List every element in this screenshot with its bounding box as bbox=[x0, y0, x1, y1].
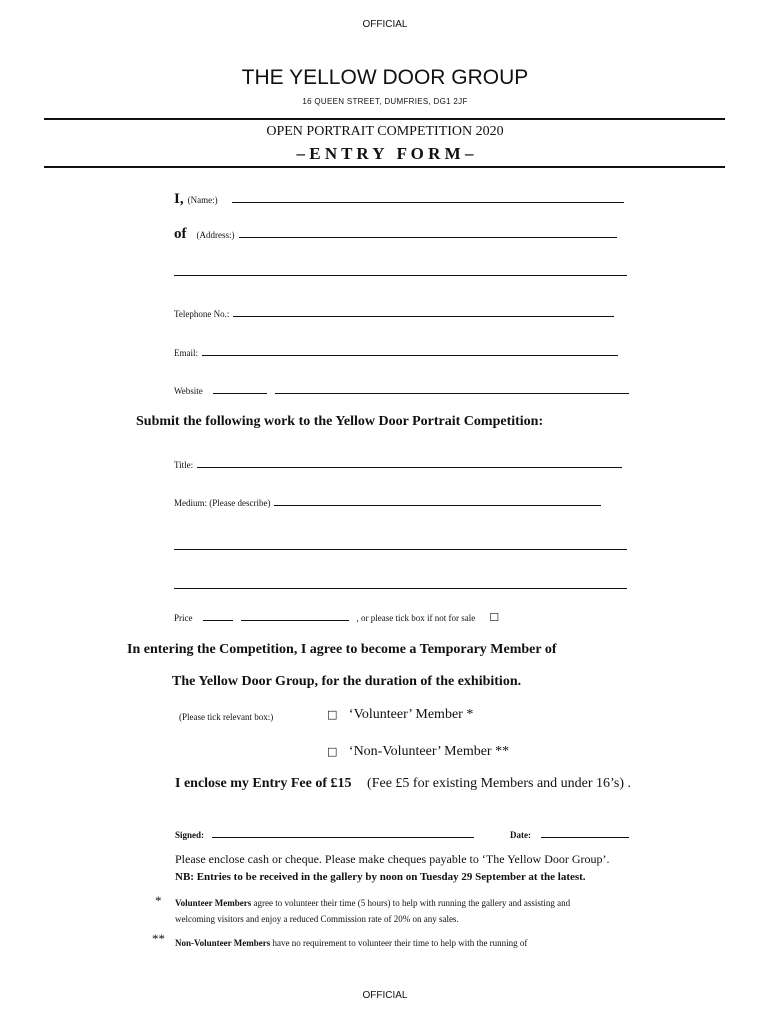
header-rule-top bbox=[44, 118, 725, 120]
date-input-line[interactable] bbox=[541, 836, 629, 838]
medium-input-line-2[interactable] bbox=[174, 548, 627, 550]
website-input-line-b[interactable] bbox=[275, 392, 629, 394]
price-label: Price bbox=[174, 613, 193, 623]
non-volunteer-footnote-text: have no requirement to volunteer their time to help with the running of bbox=[270, 938, 528, 948]
non-volunteer-footnote-marker: ** bbox=[152, 931, 165, 946]
non-volunteer-footnote-term: Non-Volunteer Members bbox=[175, 938, 271, 948]
website-input-line-a[interactable] bbox=[213, 392, 267, 394]
header-rule-bottom bbox=[44, 166, 725, 168]
bottom-classification: OFFICIAL bbox=[362, 990, 408, 1001]
medium-label: Medium: (Please describe) bbox=[174, 498, 271, 508]
volunteer-footnote-marker: * bbox=[155, 893, 162, 908]
medium-row bbox=[174, 493, 601, 511]
volunteer-footnote-term: Volunteer Members bbox=[175, 898, 252, 908]
volunteer-option[interactable] bbox=[327, 707, 473, 723]
not-for-sale-checkbox[interactable]: ☐ bbox=[489, 611, 500, 624]
name-row bbox=[174, 190, 624, 208]
signature-input-line[interactable] bbox=[212, 836, 474, 838]
fee-main: I enclose my Entry Fee of £15 bbox=[175, 776, 352, 791]
membership-line-1: In entering the Competition, I agree to become a Temporary Member of bbox=[127, 642, 557, 657]
membership-line-2: The Yellow Door Group, for the duration of the exhibition. bbox=[172, 674, 522, 689]
volunteer-footnote bbox=[175, 898, 570, 908]
telephone-input-line[interactable] bbox=[233, 315, 614, 317]
address-input-line[interactable] bbox=[239, 236, 617, 238]
website-row bbox=[174, 381, 629, 399]
title-row bbox=[174, 455, 622, 473]
non-volunteer-footnote bbox=[175, 938, 527, 948]
volunteer-footnote-line-2: welcoming visitors and enjoy a reduced Commission rate of 20% on any sales. bbox=[175, 914, 459, 924]
org-address: 16 QUEEN STREET, DUMFRIES, DG1 2JF bbox=[302, 97, 468, 106]
not-for-sale-label: , or please tick box if not for sale bbox=[356, 613, 476, 623]
fee-note: (Fee £5 for existing Members and under 16’s) . bbox=[367, 776, 632, 791]
non-volunteer-option[interactable] bbox=[327, 744, 509, 760]
of-label: of bbox=[174, 226, 187, 242]
work-title-input-line[interactable] bbox=[197, 466, 622, 468]
email-label: Email: bbox=[174, 348, 198, 358]
volunteer-checkbox[interactable]: □ bbox=[327, 708, 338, 721]
name-label: (Name:) bbox=[187, 195, 218, 205]
deadline-note: NB: Entries to be received in the gallery by noon on Tuesday 29 September at the latest. bbox=[175, 871, 586, 883]
address-input-line-2[interactable] bbox=[174, 274, 627, 276]
work-title-label: Title: bbox=[174, 460, 194, 470]
i-label: I, bbox=[174, 191, 184, 207]
signed-label: Signed: bbox=[175, 830, 205, 840]
email-input-line[interactable] bbox=[202, 354, 618, 356]
fee-row bbox=[175, 776, 631, 792]
submission-heading: Submit the following work to the Yellow Door Portrait Competition: bbox=[136, 414, 544, 429]
org-name: THE YELLOW DOOR GROUP bbox=[241, 66, 529, 89]
telephone-row bbox=[174, 304, 614, 322]
volunteer-option-label: ‘Volunteer’ Member * bbox=[348, 707, 474, 722]
address-row bbox=[174, 225, 617, 243]
email-row bbox=[174, 343, 618, 361]
medium-input-line-3[interactable] bbox=[174, 587, 627, 589]
medium-line-3-row bbox=[174, 576, 627, 594]
tick-instruction: (Please tick relevant box:) bbox=[179, 712, 274, 722]
volunteer-footnote-text: agree to volunteer their time (5 hours) to help with running the gallery and assisting and bbox=[251, 898, 571, 908]
non-volunteer-option-label: ‘Non-Volunteer’ Member ** bbox=[348, 744, 510, 759]
competition-title: OPEN PORTRAIT COMPETITION 2020 bbox=[266, 124, 504, 139]
name-input-line[interactable] bbox=[232, 201, 624, 203]
entry-form-title: – E N T R Y F O R M – bbox=[296, 144, 474, 163]
price-input-line-a[interactable] bbox=[203, 619, 233, 621]
address-line-2-row bbox=[174, 263, 627, 281]
non-volunteer-checkbox[interactable]: □ bbox=[327, 745, 338, 758]
price-input-line-b[interactable] bbox=[241, 619, 349, 621]
date-label: Date: bbox=[510, 830, 532, 840]
medium-line-2-row bbox=[174, 537, 627, 555]
price-row bbox=[174, 608, 499, 626]
website-label: Website bbox=[174, 386, 203, 396]
address-label: (Address:) bbox=[196, 230, 235, 240]
top-classification: OFFICIAL bbox=[362, 19, 408, 30]
medium-input-line[interactable] bbox=[274, 504, 601, 506]
telephone-label: Telephone No.: bbox=[174, 309, 230, 319]
signature-row bbox=[175, 825, 629, 843]
payment-note: Please enclose cash or cheque. Please make cheques payable to ‘The Yellow Door Group’. bbox=[175, 852, 610, 866]
